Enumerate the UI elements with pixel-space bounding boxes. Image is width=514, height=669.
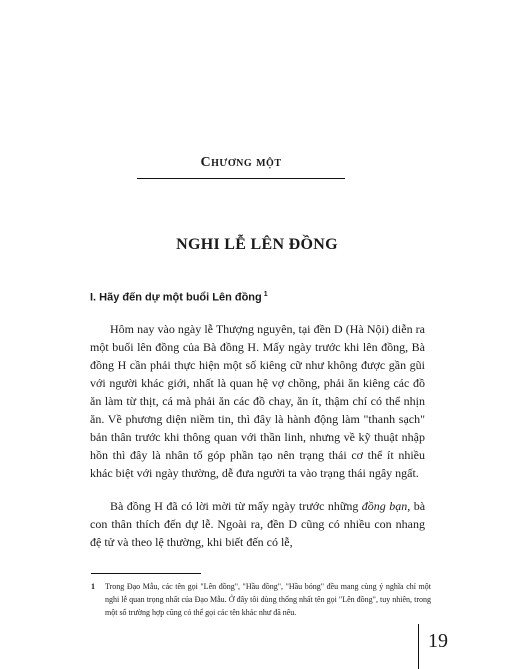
paragraph-2-italic: đồng bạn	[361, 499, 408, 513]
paragraph-1: Hôm nay vào ngày lễ Thượng nguyên, tại đền D (Hà Nội) diễn ra một buổi lên đồng của Bà đồng H. Mấy ngày trước khi lên đồng, Bà đồng H cần phải thực hiện một số kiêng cữ như không được gần gũi với người khác giới, nhất là quan hệ vợ chồng, phải ăn kiêng các đồ ăn làm từ thịt, cá mà phải ăn các đồ chay, ăn ít, thậm chí có thể nhịn ăn. Về phương diện niềm tin, thì đây là hành động làm "thanh sạch" bản thân trước khi thông quan với thần linh, nhưng về kỹ thuật nhập hồn thì đây là nhân tố góp phần tạo nên trạng thái cơ thể ít nhiều khác biệt với ngày thường, dễ đưa người ta vào trạng thái ngây ngất.	[90, 322, 425, 480]
footnote	[91, 580, 431, 619]
footnote-reference: 1	[263, 291, 268, 298]
chapter-title: NGHI LỄ LÊN ĐỒNG	[176, 236, 338, 253]
page-number: 19	[428, 630, 448, 652]
footnote-separator	[91, 573, 201, 574]
chapter-underline	[137, 178, 345, 179]
footnote-text: Trong Đạo Mẫu, các tên gọi "Lên đồng", "Hầu đồng", "Hầu bóng" đều mang cùng ý nghĩa chỉ một nghi lễ quan trọng nhất của Đạo Mẫu. Ở đây tôi dùng thống nhất tên gọi "Lên đồng", tuy nhiên, trong một số trường hợp cũng có thể gọi các tên khác như đã nêu.	[105, 582, 431, 617]
paragraph-2-end: , bà con thân thích đến dự lễ. Ngoài ra, đền D cũng có nhiều con nhang đệ tử và theo lệ thường, khi biết đến có lễ,	[90, 499, 426, 549]
page-number-divider	[418, 624, 419, 669]
section-heading	[90, 291, 470, 304]
paragraph-2	[90, 497, 425, 551]
footnote-number: 1	[91, 582, 95, 591]
paragraph-2-start: Bà đồng H đã có lời mời từ mấy ngày trước những	[110, 499, 362, 513]
section-heading-text: I. Hãy đến dự một buổi Lên đồng	[90, 291, 262, 304]
chapter-label: Chương một	[200, 155, 282, 170]
